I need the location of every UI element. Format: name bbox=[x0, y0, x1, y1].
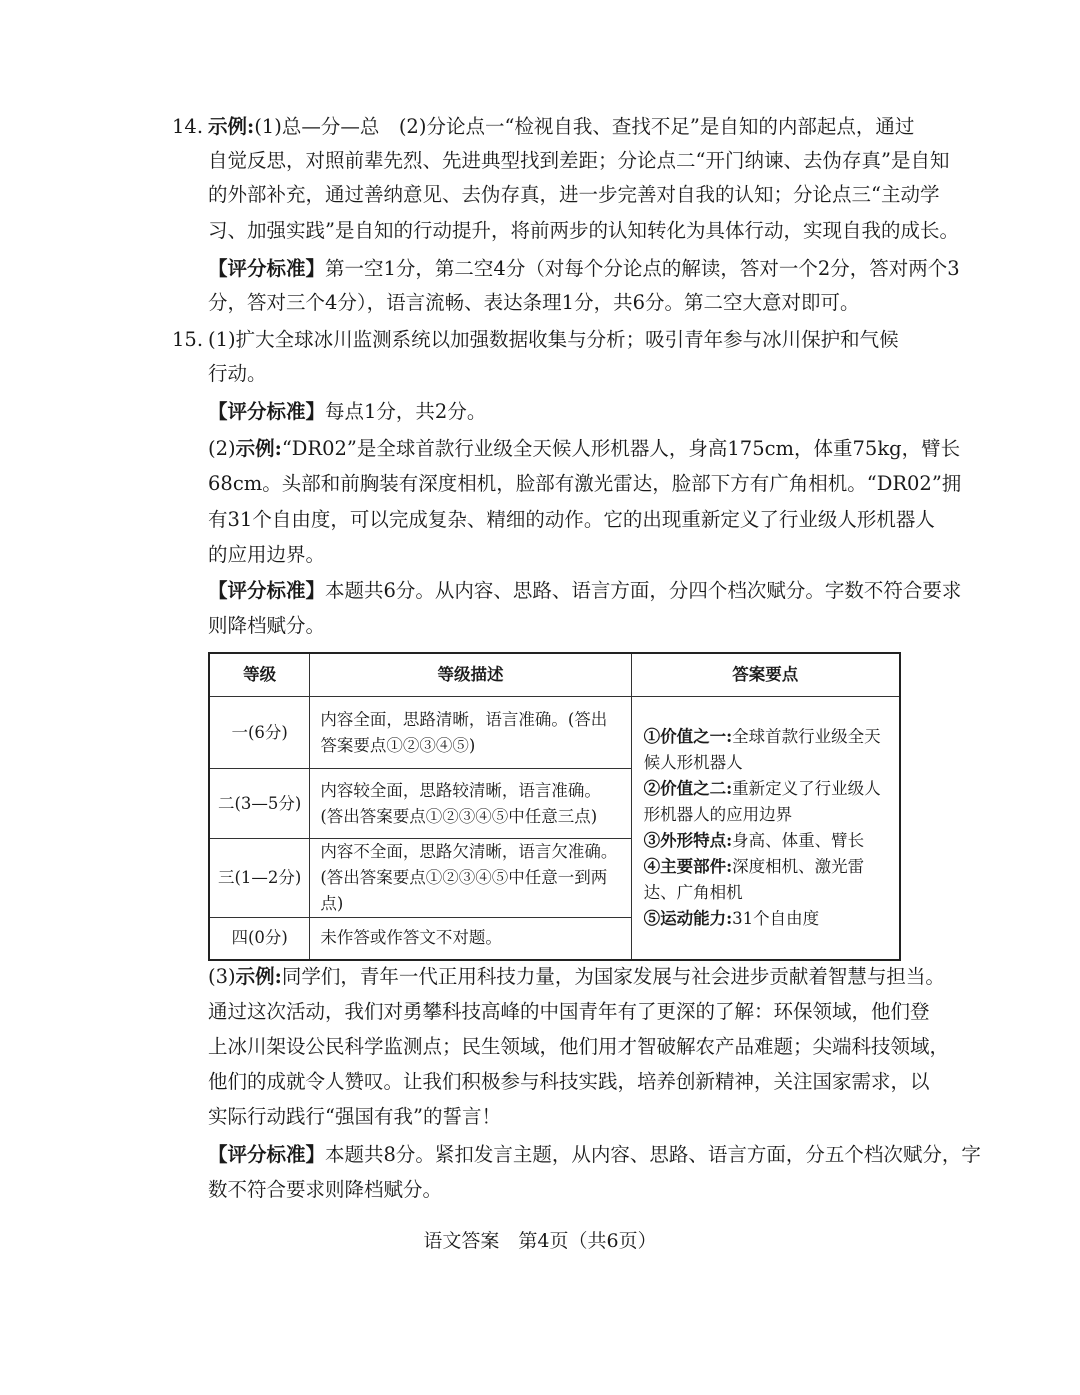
q15-p3-criteria-line-2: 数不符合要求则降档赋分。 bbox=[208, 1178, 443, 1201]
q15-p1-line-2: 行动。 bbox=[208, 362, 267, 385]
key-point-text: 身高、体重、臂长 bbox=[732, 830, 865, 850]
q15-p3-criteria-line-1 bbox=[208, 1140, 981, 1170]
q15-p2-criteria-label: 【评分标准】 bbox=[208, 579, 326, 602]
table-header-grade: 等级 bbox=[209, 653, 310, 697]
key-point-label: ⑤运动能力: bbox=[643, 908, 733, 928]
grading-table bbox=[208, 652, 901, 961]
q15-p3-line-1 bbox=[208, 962, 945, 992]
page-footer: 语文答案 第4页（共6页） bbox=[423, 1230, 657, 1252]
q15-p3-line-1-text: 同学们，青年一代正用科技力量，为国家发展与社会进步贡献着智慧与担当。 bbox=[281, 965, 945, 988]
q14-criteria-label: 【评分标准】 bbox=[208, 257, 326, 280]
key-point-item bbox=[644, 776, 887, 828]
q15-p2-criteria-line-1 bbox=[208, 576, 961, 606]
q14-line-2: 自觉反思，对照前辈先烈、先进典型找到差距；分论点二“开门纳谏、去伪存真”是自知 bbox=[208, 149, 950, 172]
q15-p1-criteria-label: 【评分标准】 bbox=[208, 400, 326, 423]
q15-p2-line-3: 有31个自由度，可以完成复杂、精细的动作。它的出现重新定义了行业级人形机器人 bbox=[208, 508, 935, 531]
key-point-item bbox=[644, 828, 887, 854]
grade-cell: 一(6分) bbox=[209, 697, 310, 769]
key-point-label: ③外形特点: bbox=[643, 830, 733, 850]
q15-p3-example-label: 示例: bbox=[235, 965, 282, 988]
description-cell: 内容全面，思路清晰，语言准确。(答出答案要点①②③④⑤) bbox=[310, 697, 631, 769]
q14-line-1 bbox=[208, 112, 914, 142]
q15-p2-prefix: (2) bbox=[208, 437, 236, 460]
key-point-label: ①价值之一: bbox=[643, 726, 733, 746]
q15-p3-prefix: (3) bbox=[208, 965, 236, 988]
q14-criteria-text: 第一空1分，第二空4分（对每个分论点的解读，答对一个2分，答对两个3 bbox=[325, 257, 960, 280]
q15-p3-criteria-label: 【评分标准】 bbox=[208, 1143, 326, 1166]
grade-cell: 三(1—2分) bbox=[209, 839, 310, 918]
q15-p1-line-1: (1)扩大全球冰川监测系统以加强数据收集与分析；吸引青年参与冰川保护和气候 bbox=[208, 328, 899, 351]
q15-p1-criteria bbox=[208, 397, 486, 427]
grade-cell: 四(0分) bbox=[209, 918, 310, 960]
q14-line-1-text: (1)总—分—总 (2)分论点一“检视自我、查找不足”是自知的内部起点，通过 bbox=[254, 115, 915, 138]
description-cell: 未作答或作答文不对题。 bbox=[310, 918, 631, 960]
q15-p1-criteria-text: 每点1分，共2分。 bbox=[325, 400, 487, 423]
table-header-row bbox=[209, 653, 900, 697]
q14-criteria-line-1 bbox=[208, 254, 960, 284]
grade-cell: 二(3—5分) bbox=[209, 769, 310, 839]
description-cell: 内容不全面，思路欠清晰，语言欠准确。(答出答案要点①②③④⑤中任意一到两点) bbox=[310, 839, 631, 918]
q14-line-3: 的外部补充，通过善纳意见、去伪存真，进一步完善对自我的认知；分论点三“主动学 bbox=[208, 183, 940, 206]
table-header-description: 等级描述 bbox=[310, 653, 631, 697]
table-header-key-points: 答案要点 bbox=[631, 653, 900, 697]
q14-example-label: 示例: bbox=[208, 115, 255, 138]
key-point-item bbox=[644, 854, 887, 906]
q15-p2-line-4: 的应用边界。 bbox=[208, 543, 326, 566]
key-point-label: ②价值之二: bbox=[643, 778, 733, 798]
table-row bbox=[209, 697, 900, 769]
q15-p3-line-3: 上冰川架设公民科学监测点；民生领域，他们用才智破解农产品难题；尖端科技领域， bbox=[208, 1035, 950, 1058]
q15-p2-line-1 bbox=[208, 434, 960, 464]
q15-p3-line-5: 实际行动践行“强国有我”的誓言！ bbox=[208, 1105, 501, 1128]
q15-p2-criteria-line-2: 则降档赋分。 bbox=[208, 614, 326, 637]
q15-p2-example-label: 示例: bbox=[235, 437, 282, 460]
key-point-text: 全球首款行业级全天候人形机器人 bbox=[643, 726, 881, 772]
q15-p3-line-4: 他们的成就令人赞叹。让我们积极参与科技实践，培养创新精神，关注国家需求，以 bbox=[208, 1070, 930, 1093]
key-point-label: ④主要部件: bbox=[643, 856, 733, 876]
key-points-cell bbox=[631, 697, 900, 960]
q14-line-4: 习、加强实践”是自知的行动提升，将前两步的认知转化为具体行动，实现自我的成长。 bbox=[208, 219, 959, 242]
q15-p3-line-2: 通过这次活动，我们对勇攀科技高峰的中国青年有了更深的了解：环保领域，他们登 bbox=[208, 1000, 930, 1023]
q15-p2-line-2: 68cm。头部和前胸装有深度相机，脸部有激光雷达，脸部下方有广角相机。“DR02”拥 bbox=[208, 472, 962, 495]
description-cell: 内容较全面，思路较清晰，语言准确。(答出答案要点①②③④⑤中任意三点) bbox=[310, 769, 631, 839]
key-point-item bbox=[644, 724, 887, 776]
question-15-number: 15. bbox=[172, 328, 204, 351]
question-14-number: 14. bbox=[172, 115, 204, 138]
q14-criteria-line-2: 分，答对三个4分），语言流畅、表达条理1分，共6分。第二空大意对即可。 bbox=[208, 291, 860, 314]
q15-p3-criteria-text: 本题共8分。紧扣发言主题，从内容、思路、语言方面，分五个档次赋分，字 bbox=[325, 1143, 981, 1166]
key-point-text: 31个自由度 bbox=[732, 908, 820, 928]
key-point-item bbox=[644, 906, 887, 932]
key-point-text: 重新定义了行业级人形机器人的应用边界 bbox=[643, 778, 881, 824]
key-point-text: 深度相机、激光雷达、广角相机 bbox=[643, 856, 865, 902]
q15-p2-line-1-text: “DR02”是全球首款行业级全天候人形机器人，身高175cm，体重75kg，臂长 bbox=[281, 437, 961, 460]
q15-p2-criteria-text: 本题共6分。从内容、思路、语言方面，分四个档次赋分。字数不符合要求 bbox=[325, 579, 962, 602]
